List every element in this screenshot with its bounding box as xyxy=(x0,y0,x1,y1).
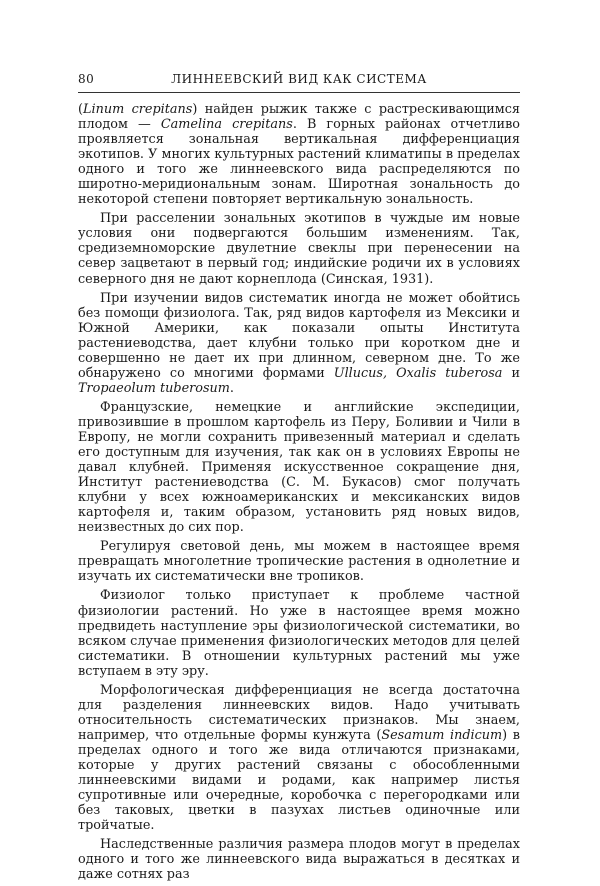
paragraph-7 xyxy=(78,683,520,833)
running-title: ЛИННЕЕВСКИЙ ВИД КАК СИСТЕМА xyxy=(171,72,427,86)
species-name: Sesamum indicum xyxy=(381,727,503,743)
text-run: ) найден рыжик также с растрескивающимся плодом — xyxy=(78,102,520,133)
paragraph-2: При расселении зональных экотипов в чуждые им новые условия они подвергаются большим изменениям. Так, средиземноморские двулетние свеклы при перенесении на север зацветают в первый год; индийские родичи их в условиях северного дня не дают корнеплода (Синская, 1931). xyxy=(78,211,520,287)
paragraph-8: Наследственные различия размера плодов могут в пределах одного и того же линнеевского вида выражаться в десятках и даже сотнях раз xyxy=(78,837,520,883)
paragraph-6: Физиолог только приступает к проблеме частной физиологии растений. Но уже в настоящее время можно предвидеть наступление эры физиологической систематики, во всяком случае применения физиологических методов для целей систематики. В отношении культурных растений мы уже вступаем в эту эру. xyxy=(78,588,520,679)
species-name: Linum crepitans xyxy=(83,102,193,117)
species-name: Tropaeolum tuberosum xyxy=(78,380,230,396)
paragraph-1: (Linum crepitans) найден рыжик также с растрескивающимся плодом — Camelina crepitans. В горных районах отчетливо проявляется зональная вертикальная дифференциация экотипов. У многих культурных растений климатипы в пределах одного и того же линнеевского вида распределяются по широтно-меридиональным зонам. Широтная зональность до некоторой степени повторяет вертикальную зональность. xyxy=(78,102,520,208)
paragraph-5: Регулируя световой день, мы можем в настоящее время превращать многолетние тропические растения в однолетние и изучать их систематически вне тропиков. xyxy=(78,539,520,585)
paragraph-3 xyxy=(78,291,520,396)
paragraph-4: Французские, немецкие и английские экспедиции, привозившие в прошлом картофель из Перу, Боливии и Чили в Европу, не могли сохранить привезенный материал и сделать его доступным для изучения, так как он в условиях Европы не давал клубней. Применяя искусственное сокращение дня, Институт растениеводства (С. М. Букасов) смог получать клубни у всех южноамериканских и мексиканских видов картофеля и, таким образом, установить ряд новых видов, неизвестных до сих пор. xyxy=(78,399,520,536)
text-run: . В горных районах отчетливо проявляется зональная вертикальная дифференциация экотипов. У многих культурных растений климатипы в пределах одного и того же линнеевского вида распределяются по широтно-меридиональным зонам. Широтная зональность до некоторой степени повторяет вертикальную зональность. xyxy=(78,117,520,208)
page-number: 80 xyxy=(78,72,95,86)
body-text xyxy=(78,102,520,886)
text-run: Морфологическая дифференциация не всегда достаточна для разделения линнеевских видов. Надо учитывать относительность систематических признаков. Мы знаем, например, что отдельные формы кунжута ( xyxy=(78,682,520,743)
species-name: Camelina crepitans xyxy=(160,117,293,133)
text-run: и xyxy=(502,365,520,381)
text-run: . xyxy=(229,380,234,396)
species-name: Ullucus, Oxalis tuberosa xyxy=(333,365,503,381)
page-header xyxy=(78,72,520,92)
text-run: ) в пределах одного и того же вида отличаются признаками, которые у других растений связаны с обособленными линнеевскими видами и родами, как например листья супротивные или очередные, коробочка с перегородками или без таковых, цветки в пазухах листьев одиночные или тройчатые. xyxy=(78,727,520,834)
header-rule xyxy=(78,92,520,93)
text-run: При изучении видов систематик иногда не может обойтись без помощи физиолога. Так, ряд видов картофеля из Мексики и Южной Америки, как показали опыты Института растениеводства, дает клубни только при коротком дне и совершенно не дает их при длинном, северном дне. То же обнаружено со многими формами xyxy=(78,290,520,381)
